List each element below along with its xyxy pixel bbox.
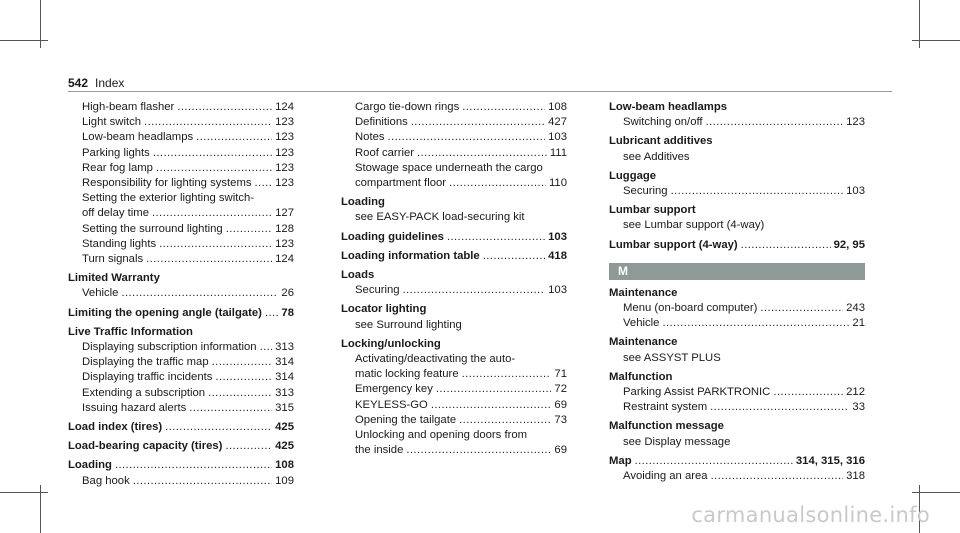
page-reference[interactable]: 418 — [548, 249, 567, 262]
entry-text: Issuing hazard alerts — [82, 401, 187, 414]
entry-text: Stowage space underneath the cargo — [355, 161, 543, 174]
page-reference[interactable]: 123 — [275, 116, 294, 129]
page-reference[interactable]: 33 — [852, 401, 865, 414]
index-subentry — [609, 435, 865, 450]
page-reference[interactable]: 123 — [275, 146, 294, 159]
entry-text: Unlocking and opening doors from — [355, 429, 528, 442]
entry-text: Restraint system — [623, 401, 708, 414]
leader-dots — [706, 115, 844, 130]
page-number: 542 — [68, 76, 89, 90]
leader-dots — [196, 130, 272, 145]
entry-text: Loading — [68, 459, 112, 472]
entry-text: see EASY-PACK load-securing kit — [355, 211, 525, 224]
index-entry — [609, 169, 865, 184]
index-subentry — [609, 115, 865, 130]
page-reference[interactable]: 123 — [846, 116, 865, 129]
entry-text: Load index (tires) — [68, 421, 163, 434]
index-subentry — [341, 398, 567, 413]
entry-text: Loads — [341, 269, 375, 282]
entry-text: Responsibility for lighting systems — [82, 177, 252, 190]
page-reference[interactable]: 21 — [852, 317, 865, 330]
entry-text: Maintenance — [609, 336, 678, 349]
index-entry — [609, 419, 865, 434]
entry-text: Opening the tailgate — [355, 413, 457, 426]
entry-text: Cargo tie-down rings — [355, 101, 460, 113]
index-entry — [341, 230, 567, 245]
page-title: Index — [95, 76, 125, 90]
leader-dots — [133, 474, 272, 489]
leader-dots — [447, 230, 545, 245]
entry-text: Lumbar support — [609, 204, 696, 217]
page-reference[interactable]: 123 — [275, 237, 294, 250]
entry-text: Maintenance — [609, 286, 678, 299]
page-reference[interactable]: 92, 95 — [833, 238, 865, 251]
page-reference[interactable]: 103 — [548, 131, 567, 144]
entry-text: Standing lights — [82, 237, 157, 250]
index-subentry — [68, 222, 294, 237]
entry-text: Loading guidelines — [341, 230, 444, 243]
page-reference[interactable]: 128 — [275, 222, 294, 235]
page-reference[interactable]: 108 — [548, 101, 567, 113]
entry-text: Displaying traffic incidents — [82, 371, 213, 384]
index-subentry — [68, 286, 294, 301]
crop-mark — [0, 40, 48, 41]
index-subentry — [341, 130, 567, 145]
leader-dots — [156, 161, 272, 176]
index-subentry — [609, 218, 865, 233]
index-subentry — [68, 100, 294, 115]
index-entry — [609, 238, 865, 253]
index-subentry — [68, 161, 294, 176]
index-subentry — [341, 115, 567, 130]
index-subentry — [68, 370, 294, 385]
leader-dots — [153, 146, 272, 161]
entry-text: KEYLESS-GO — [355, 398, 428, 411]
index-subentry — [341, 352, 567, 367]
entry-text: Load-bearing capacity (tires) — [68, 440, 223, 453]
entry-text: Low-beam headlamps — [82, 131, 194, 144]
index-subentry — [68, 115, 294, 130]
index-subentry — [609, 351, 865, 366]
page-header — [68, 76, 124, 90]
page-reference[interactable]: 103 — [548, 230, 567, 243]
leader-dots — [165, 420, 272, 435]
index-subentry — [341, 100, 567, 115]
leader-dots — [255, 176, 273, 191]
index-subentry — [609, 385, 865, 400]
index-subentry — [341, 176, 567, 191]
entry-text: Avoiding an area — [623, 470, 708, 483]
page-reference[interactable]: 123 — [275, 177, 294, 190]
entry-text: the inside — [355, 444, 404, 457]
leader-dots — [152, 206, 272, 221]
leader-dots — [144, 115, 272, 130]
leader-dots — [760, 301, 843, 316]
entry-text: Light switch — [82, 116, 142, 129]
leader-dots — [388, 130, 546, 145]
page-reference[interactable]: 212 — [846, 386, 865, 399]
leader-dots — [177, 100, 272, 115]
leader-dots — [115, 458, 272, 473]
leader-dots — [146, 252, 272, 267]
header-divider — [68, 91, 892, 92]
index-subentry — [68, 252, 294, 267]
index-entry — [68, 458, 294, 473]
index-subentry — [68, 401, 294, 416]
leader-dots — [710, 400, 849, 415]
entry-text: see Display message — [623, 435, 731, 448]
page-reference[interactable]: 427 — [548, 116, 567, 129]
entry-text: Parking lights — [82, 146, 150, 159]
page-reference[interactable]: 69 — [554, 398, 567, 411]
index-entry — [68, 439, 294, 454]
entry-text: Displaying the traffic map — [82, 356, 209, 369]
index-subentry — [609, 184, 865, 199]
section-header: M — [609, 263, 865, 280]
index-entry — [341, 337, 567, 352]
page-reference[interactable]: 127 — [275, 207, 294, 220]
page-reference[interactable]: 72 — [554, 383, 567, 396]
index-entry — [68, 271, 294, 286]
leader-dots — [208, 386, 272, 401]
page-reference[interactable]: 313 — [275, 386, 294, 399]
entry-text: Limited Warranty — [68, 272, 160, 285]
entry-text: Switching on/off — [623, 116, 703, 129]
page-reference[interactable]: 103 — [548, 284, 567, 297]
page-reference[interactable]: 109 — [275, 474, 294, 487]
crop-mark — [0, 492, 48, 493]
entry-text: Lubricant additives — [609, 135, 713, 148]
entry-text: Activating/deactivating the auto- — [355, 353, 516, 366]
entry-text: Luggage — [609, 169, 657, 182]
leader-dots — [711, 469, 844, 484]
entry-text: Vehicle — [623, 317, 660, 330]
entry-text: Securing — [623, 185, 668, 198]
entry-text: Locking/unlocking — [341, 337, 441, 350]
index-column-1 — [68, 100, 294, 489]
page-reference[interactable]: 73 — [554, 413, 567, 426]
page-reference[interactable]: 108 — [275, 459, 294, 472]
entry-text: Loading information table — [341, 249, 480, 262]
leader-dots — [449, 176, 546, 191]
entry-text: Setting the surround lighting — [82, 222, 223, 235]
index-subentry — [68, 146, 294, 161]
entry-text: Definitions — [355, 116, 408, 129]
leader-dots — [215, 370, 272, 385]
page-reference[interactable]: 313 — [275, 341, 294, 354]
index-entry — [609, 454, 865, 469]
index-entry — [68, 325, 294, 340]
entry-text: Menu (on-board computer) — [623, 302, 758, 315]
index-subentry — [341, 161, 567, 176]
leader-dots — [403, 283, 546, 298]
entry-text: off delay time — [82, 207, 149, 220]
page-reference[interactable]: 314 — [275, 371, 294, 384]
entry-text: see Surround lighting — [355, 318, 462, 331]
index-entry — [609, 203, 865, 218]
index-subentry — [68, 237, 294, 252]
index-entry — [609, 134, 865, 149]
leader-dots — [159, 237, 272, 252]
crop-mark — [912, 492, 960, 493]
index-subentry — [609, 301, 865, 316]
index-entry — [68, 306, 294, 321]
entry-text: Notes — [355, 131, 385, 144]
index-entry — [609, 100, 865, 115]
leader-dots — [431, 398, 552, 413]
page-reference[interactable]: 425 — [275, 440, 294, 453]
leader-dots — [483, 249, 545, 264]
index-entry — [341, 302, 567, 317]
entry-text: matic locking feature — [355, 368, 459, 381]
index-subentry — [341, 443, 567, 458]
page-reference[interactable]: 123 — [275, 161, 294, 174]
index-subentry — [341, 210, 567, 225]
index-subentry — [341, 318, 567, 333]
leader-dots — [436, 382, 552, 397]
leader-dots — [226, 222, 272, 237]
entry-text: Rear fog lamp — [82, 161, 153, 174]
index-entry — [341, 195, 567, 210]
leader-dots — [773, 385, 843, 400]
page-reference[interactable]: 111 — [549, 146, 567, 159]
index-column-3 — [609, 100, 865, 484]
entry-text: Low-beam headlamps — [609, 101, 728, 113]
entry-text: Parking Assist PARKTRONIC — [623, 386, 771, 399]
page-reference[interactable]: 69 — [554, 444, 567, 457]
index-entry — [341, 268, 567, 283]
index-subentry — [341, 413, 567, 428]
entry-text: Extending a subscription — [82, 386, 206, 399]
index-subentry — [341, 367, 567, 382]
leader-dots — [741, 238, 831, 253]
index-column-2 — [341, 100, 567, 458]
page-reference[interactable]: 124 — [275, 253, 294, 266]
index-subentry — [68, 355, 294, 370]
entry-text: Emergency key — [355, 383, 433, 396]
index-subentry — [68, 130, 294, 145]
leader-dots — [462, 367, 552, 382]
index-entry — [609, 335, 865, 350]
entry-text: compartment floor — [355, 177, 447, 190]
index-subentry — [341, 146, 567, 161]
page-reference[interactable]: 314, 315, 316 — [795, 454, 865, 467]
leader-dots — [459, 413, 551, 428]
index-entry — [341, 249, 567, 264]
index-subentry — [68, 206, 294, 221]
leader-dots — [260, 340, 273, 355]
page-reference[interactable]: 71 — [554, 368, 567, 381]
watermark: carmanualsonline.info — [691, 503, 930, 527]
leader-dots — [671, 184, 844, 199]
leader-dots — [121, 286, 278, 301]
leader-dots — [189, 401, 272, 416]
index-subentry — [609, 469, 865, 484]
index-subentry — [609, 316, 865, 331]
leader-dots — [662, 316, 849, 331]
entry-text: High-beam flasher — [82, 101, 175, 113]
entry-text: Loading — [341, 196, 385, 209]
entry-text: Bag hook — [82, 474, 130, 487]
index-entry — [609, 370, 865, 385]
index-subentry — [341, 382, 567, 397]
leader-dots — [225, 439, 272, 454]
leader-dots — [411, 115, 545, 130]
page-reference[interactable]: 124 — [275, 101, 294, 113]
index-subentry — [68, 386, 294, 401]
page-reference[interactable]: 243 — [846, 302, 865, 315]
index-entry — [68, 420, 294, 435]
leader-dots — [265, 306, 278, 321]
page-reference[interactable]: 314 — [275, 356, 294, 369]
entry-text: Lumbar support (4-way) — [609, 238, 738, 251]
entry-text: Limiting the opening angle (tailgate) — [68, 306, 262, 319]
leader-dots — [462, 100, 545, 115]
entry-text: Displaying subscription information — [82, 341, 257, 354]
page-reference[interactable]: 318 — [846, 470, 865, 483]
index-subentry — [341, 428, 567, 443]
entry-text: Vehicle — [82, 287, 119, 300]
leader-dots — [212, 355, 273, 370]
entry-text: Malfunction message — [609, 420, 724, 433]
page-reference[interactable]: 26 — [281, 287, 294, 300]
entry-text: Turn signals — [82, 253, 144, 266]
leader-dots — [635, 454, 793, 469]
index-subentry — [68, 340, 294, 355]
entry-text: Securing — [355, 284, 400, 297]
entry-text: Map — [609, 454, 632, 467]
entry-text: see Lumbar support (4-way) — [623, 219, 765, 232]
page-reference[interactable]: 103 — [846, 185, 865, 198]
leader-dots — [417, 146, 547, 161]
index-subentry — [609, 150, 865, 165]
entry-text: Locator lighting — [341, 303, 427, 316]
entry-text: Roof carrier — [355, 146, 415, 159]
page-reference[interactable]: 78 — [281, 306, 294, 319]
leader-dots — [406, 443, 551, 458]
index-subentry — [68, 176, 294, 191]
page-reference[interactable]: 315 — [275, 401, 294, 414]
page-reference[interactable]: 123 — [275, 131, 294, 144]
index-entry — [609, 286, 865, 301]
index-subentry — [68, 474, 294, 489]
entry-text: Malfunction — [609, 370, 673, 383]
entry-text: see Additives — [623, 150, 690, 163]
entry-text: see ASSYST PLUS — [623, 351, 721, 364]
index-subentry — [68, 191, 294, 206]
entry-text: Setting the exterior lighting switch- — [82, 192, 255, 205]
index-subentry — [341, 283, 567, 298]
page-reference[interactable]: 110 — [548, 177, 567, 190]
entry-text: Live Traffic Information — [68, 325, 193, 338]
index-subentry — [609, 400, 865, 415]
crop-mark — [912, 40, 960, 41]
page-reference[interactable]: 425 — [275, 421, 294, 434]
